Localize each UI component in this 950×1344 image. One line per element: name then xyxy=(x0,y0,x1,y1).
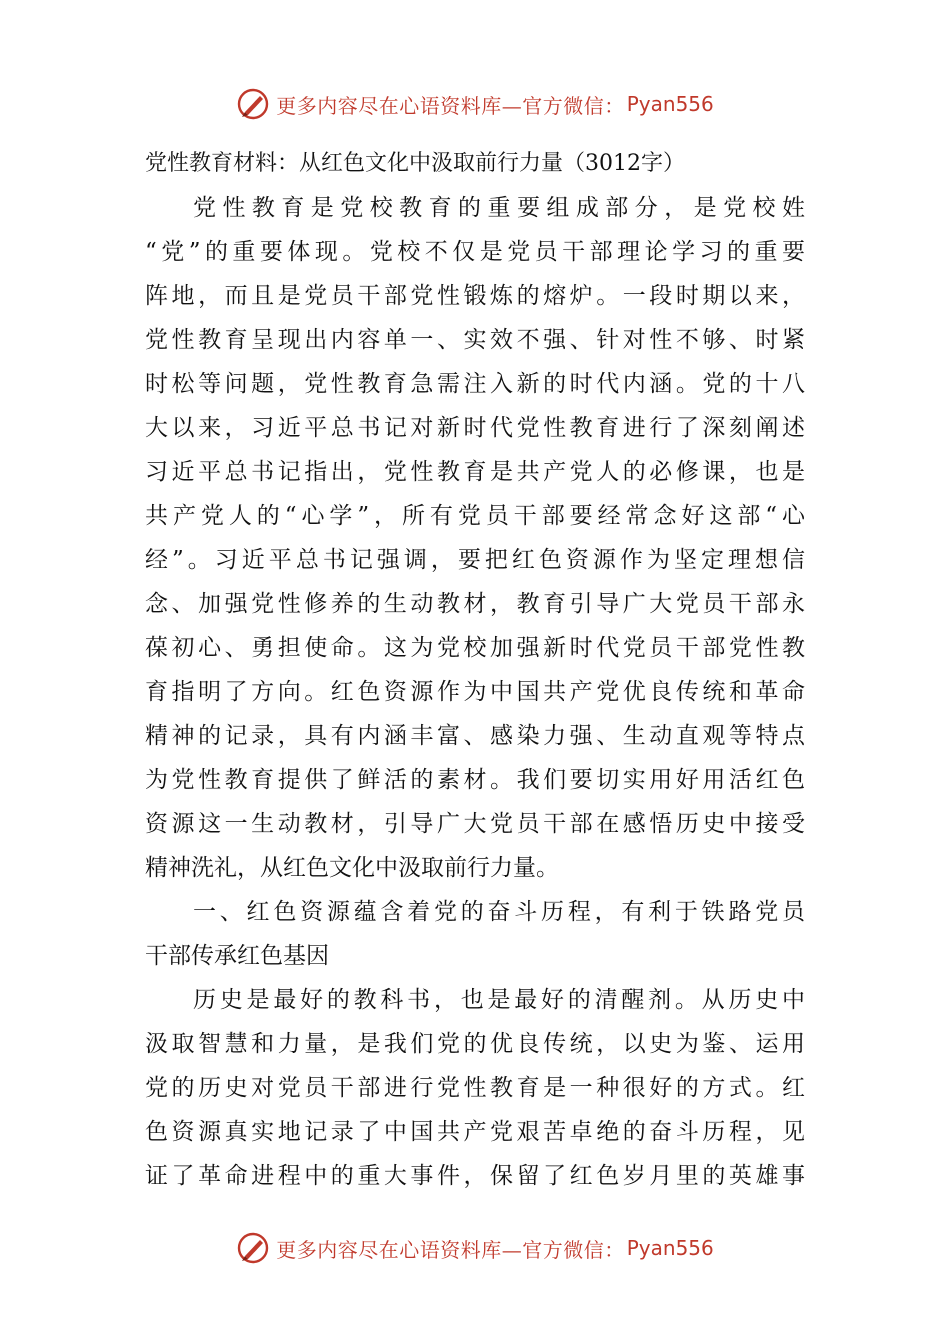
document-title: 党性教育材料：从红色文化中汲取前行力量（3012字） xyxy=(145,151,685,176)
paragraph-line: 葆初心、勇担使命。这为党校加强新时代党员干部党性教 xyxy=(145,635,805,661)
header-banner-contact: Pyan556 xyxy=(626,92,714,116)
paragraph-line: 汲取智慧和力量，是我们党的优良传统，以史为鉴、运用 xyxy=(145,1031,805,1057)
paragraph-line: “党”的重要体现。党校不仅是党员干部理论学习的重要 xyxy=(145,239,805,265)
paragraph-line: 党性教育呈现出内容单一、实效不强、针对性不够、时紧 xyxy=(145,327,805,353)
paragraph-line: 经”。习近平总书记强调，要把红色资源作为坚定理想信 xyxy=(145,547,805,573)
paragraph-line: 资源这一生动教材，引导广大党员干部在感悟历史中接受 xyxy=(145,811,805,837)
footer-banner-contact: Pyan556 xyxy=(626,1236,714,1260)
paragraph-line: 共产党人的“心学”，所有党员干部要经常念好这部“心 xyxy=(145,503,805,529)
paragraph-line: 为党性教育提供了鲜活的素材。我们要切实用好用活红色 xyxy=(145,767,805,793)
paragraph-line: 党的历史对党员干部进行党性教育是一种很好的方式。红 xyxy=(145,1075,805,1101)
paragraph-line: 党性教育是党校教育的重要组成部分，是党校姓 xyxy=(193,195,805,221)
paragraph-line: 习近平总书记指出，党性教育是共产党人的必修课，也是 xyxy=(145,459,805,485)
paragraph-line: 大以来，习近平总书记对新时代党性教育进行了深刻阐述 xyxy=(145,415,805,441)
paragraph-line: 念、加强党性修养的生动教材，教育引导广大党员干部永 xyxy=(145,591,805,617)
paragraph-line: 证了革命进程中的重大事件，保留了红色岁月里的英雄事 xyxy=(145,1163,805,1189)
footer-banner xyxy=(0,1228,950,1268)
paragraph-line: 精神洗礼，从红色文化中汲取前行力量。 xyxy=(145,855,559,881)
header-banner-text: 更多内容尽在心语资料库—官方微信： xyxy=(276,93,625,118)
paragraph-line: 阵地，而且是党员干部党性锻炼的熔炉。一段时期以来， xyxy=(145,283,805,309)
header-banner xyxy=(0,84,950,124)
paragraph-line: 时松等问题，党性教育急需注入新的时代内涵。党的十八 xyxy=(145,371,805,397)
section-heading-line: 干部传承红色基因 xyxy=(145,943,329,969)
paragraph-line: 色资源真实地记录了中国共产党艰苦卓绝的奋斗历程，见 xyxy=(145,1119,805,1145)
footer-banner-text: 更多内容尽在心语资料库—官方微信： xyxy=(276,1237,625,1262)
section-heading-line: 一、红色资源蕴含着党的奋斗历程，有利于铁路党员 xyxy=(193,899,805,925)
document-body xyxy=(145,142,805,1198)
paragraph-line: 育指明了方向。红色资源作为中国共产党优良传统和革命 xyxy=(145,679,805,705)
paragraph-line: 精神的记录，具有内涵丰富、感染力强、生动直观等特点 xyxy=(145,723,805,749)
paragraph-line: 历史是最好的教科书，也是最好的清醒剂。从历史中 xyxy=(193,987,805,1013)
pen-logo-icon xyxy=(236,87,270,121)
pen-logo-icon xyxy=(236,1231,270,1265)
